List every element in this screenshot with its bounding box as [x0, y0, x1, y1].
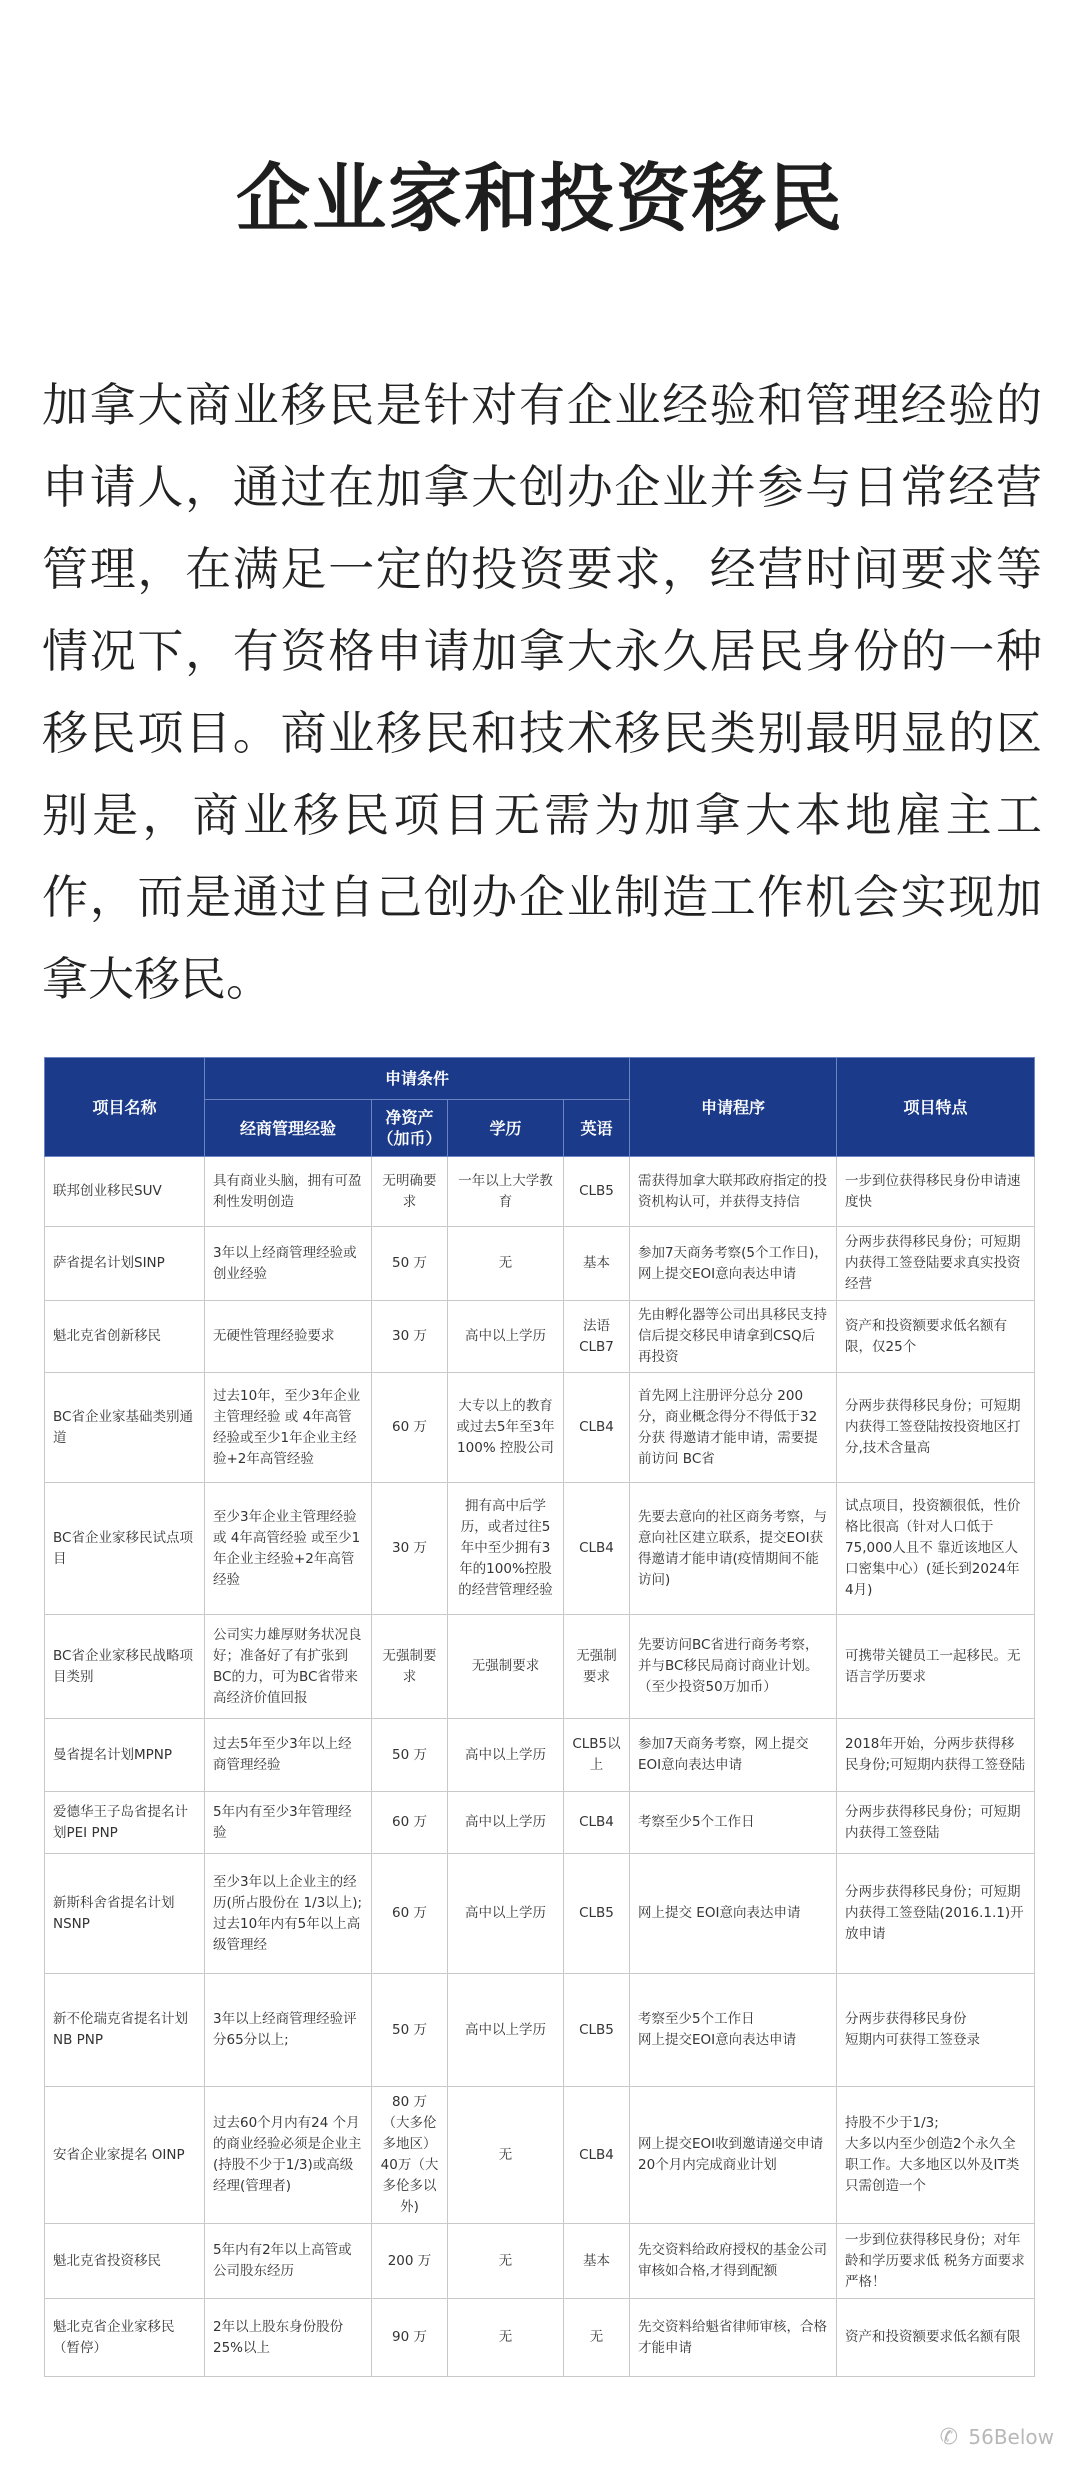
cell-education: 高中以上学历	[448, 1974, 564, 2087]
cell-experience: 5年内有2年以上高管或公司股东经历	[205, 2224, 372, 2299]
cell-english: 无	[564, 2299, 630, 2377]
cell-name: 魁北克省投资移民	[45, 2224, 205, 2299]
cell-education: 无	[448, 2224, 564, 2299]
table-row	[45, 1792, 1035, 1854]
cell-procedure: 网上提交 EOI意向表达申请	[630, 1854, 837, 1974]
cell-procedure: 先交资料给魁省律师审核，合格才能申请	[630, 2299, 837, 2377]
table-body	[45, 1157, 1035, 2377]
table-row	[45, 1719, 1035, 1792]
cell-assets: 无强制要求	[372, 1615, 448, 1719]
cell-experience: 3年以上经商管理经验或创业经验	[205, 1227, 372, 1301]
cell-procedure: 考察至少5个工作日	[630, 1792, 837, 1854]
cell-experience: 过去5年至少3年以上经商管理经验	[205, 1719, 372, 1792]
cell-features: 一步到位获得移民身份；对年龄和学历要求低 税务方面要求严格！	[837, 2224, 1035, 2299]
cell-procedure: 参加7天商务考察(5个工作日)，网上提交EOI意向表达申请	[630, 1227, 837, 1301]
cell-assets: 50 万	[372, 1719, 448, 1792]
cell-name: BC省企业家移民试点项目	[45, 1483, 205, 1615]
table-row	[45, 1157, 1035, 1227]
cell-english: 基本	[564, 1227, 630, 1301]
cell-features: 分两步获得移民身份；可短期内获得工签登陆	[837, 1792, 1035, 1854]
table-row	[45, 2299, 1035, 2377]
cell-experience: 具有商业头脑，拥有可盈利性发明创造	[205, 1157, 372, 1227]
cell-features: 一步到位获得移民身份申请速度快	[837, 1157, 1035, 1227]
cell-assets: 无明确要求	[372, 1157, 448, 1227]
header-project-name: 项目名称	[45, 1058, 205, 1157]
header-education: 学历	[448, 1100, 564, 1157]
cell-experience: 5年内有至少3年管理经验	[205, 1792, 372, 1854]
cell-english: CLB4	[564, 1792, 630, 1854]
table-row	[45, 1227, 1035, 1301]
cell-english: 基本	[564, 2224, 630, 2299]
header-conditions: 申请条件	[205, 1058, 630, 1100]
cell-name: 萨省提名计划SINP	[45, 1227, 205, 1301]
cell-assets: 60 万	[372, 1373, 448, 1483]
cell-features: 持股不少于1/3; 大多以内至少创造2个永久全职工作。大多地区以外及IT类只需创造一个	[837, 2087, 1035, 2224]
cell-features: 分两步获得移民身份 短期内可获得工签登录	[837, 1974, 1035, 2087]
cell-education: 高中以上学历	[448, 1792, 564, 1854]
cell-assets: 80 万（大多伦多地区）40万（大多伦多以外)	[372, 2087, 448, 2224]
cell-education: 无	[448, 2299, 564, 2377]
header-procedure: 申请程序	[630, 1058, 837, 1157]
cell-experience: 过去10年，至少3年企业主管理经验 或 4年高管经验或至少1年企业主经验+2年高管经验	[205, 1373, 372, 1483]
cell-procedure: 先由孵化器等公司出具移民支持信后提交移民申请拿到CSQ后再投资	[630, 1301, 837, 1373]
cell-features: 可携带关键员工一起移民。无语言学历要求	[837, 1615, 1035, 1719]
cell-procedure: 首先网上注册评分总分 200分，商业概念得分不得低于32分获 得邀请才能申请，需要提前访问 BC省	[630, 1373, 837, 1483]
cell-name: 魁北克省创新移民	[45, 1301, 205, 1373]
wechat-icon: ✆	[939, 2425, 959, 2450]
cell-education: 高中以上学历	[448, 1854, 564, 1974]
cell-features: 分两步获得移民身份；可短期内获得工签登陆要求真实投资经营	[837, 1227, 1035, 1301]
header-experience: 经商管理经验	[205, 1100, 372, 1157]
cell-experience: 过去60个月内有24 个月的商业经验必须是企业主(持股不少于1/3)或高级经理(管理者)	[205, 2087, 372, 2224]
table-row	[45, 1373, 1035, 1483]
intro-paragraph: 加拿大商业移民是针对有企业经验和管理经验的申请人，通过在加拿大创办企业并参与日常经营管理，在满足一定的投资要求，经营时间要求等情况下，有资格申请加拿大永久居民身份的一种移民项目。商业移民和技术移民类别最明显的区别是，商业移民项目无需为加拿大本地雇主工作，而是通过自己创办企业制造工作机会实现加拿大移民。	[42, 378, 1042, 1006]
cell-features: 分两步获得移民身份；可短期内获得工签登陆(2016.1.1)开放申请	[837, 1854, 1035, 1974]
cell-name: BC省企业家移民战略项目类别	[45, 1615, 205, 1719]
cell-features: 试点项目，投资额很低，性价格比很高（针对人口低于75,000人且不 靠近该地区人口密集中心）(延长到2024年4月)	[837, 1483, 1035, 1615]
cell-assets: 60 万	[372, 1792, 448, 1854]
cell-features: 2018年开始，分两步获得移民身份;可短期内获得工签登陆	[837, 1719, 1035, 1792]
cell-procedure: 考察至少5个工作日 网上提交EOI意向表达申请	[630, 1974, 837, 2087]
cell-procedure: 参加7天商务考察，网上提交EOI意向表达申请	[630, 1719, 837, 1792]
table-row	[45, 1854, 1035, 1974]
cell-english: CLB4	[564, 1373, 630, 1483]
cell-experience: 2年以上股东身份股份25%以上	[205, 2299, 372, 2377]
cell-name: 魁北克省企业家移民（暂停）	[45, 2299, 205, 2377]
cell-assets: 30 万	[372, 1301, 448, 1373]
cell-procedure: 先要访问BC省进行商务考察，并与BC移民局商讨商业计划。（至少投资50万加币）	[630, 1615, 837, 1719]
watermark-text: 56Below	[968, 2425, 1054, 2449]
cell-name: 安省企业家提名 OINP	[45, 2087, 205, 2224]
cell-experience: 3年以上经商管理经验评分65分以上;	[205, 1974, 372, 2087]
cell-english: CLB5以上	[564, 1719, 630, 1792]
cell-assets: 50 万	[372, 1227, 448, 1301]
cell-education: 高中以上学历	[448, 1301, 564, 1373]
cell-procedure: 先要去意向的社区商务考察，与意向社区建立联系，提交EOI获得邀请才能申请(疫情期间不能访问)	[630, 1483, 837, 1615]
cell-name: 曼省提名计划MPNP	[45, 1719, 205, 1792]
table-row	[45, 1615, 1035, 1719]
cell-name: BC省企业家基础类别通道	[45, 1373, 205, 1483]
cell-english: 无强制要求	[564, 1615, 630, 1719]
cell-education: 一年以上大学教育	[448, 1157, 564, 1227]
cell-name: 联邦创业移民SUV	[45, 1157, 205, 1227]
cell-education: 高中以上学历	[448, 1719, 564, 1792]
cell-english: CLB4	[564, 1483, 630, 1615]
header-english: 英语	[564, 1100, 630, 1157]
header-net-assets: 净资产（加币）	[372, 1100, 448, 1157]
cell-features: 分两步获得移民身份；可短期内获得工签登陆按投资地区打分,技术含量高	[837, 1373, 1035, 1483]
cell-features: 资产和投资额要求低名额有限，仅25个	[837, 1301, 1035, 1373]
watermark	[940, 2425, 1054, 2450]
header-features: 项目特点	[837, 1058, 1035, 1157]
cell-english: CLB5	[564, 1854, 630, 1974]
cell-education: 拥有高中后学历，或者过往5年中至少拥有3年的100%控股的经营管理经验	[448, 1483, 564, 1615]
immigration-table-wrap	[44, 1057, 1034, 2377]
cell-assets: 90 万	[372, 2299, 448, 2377]
cell-procedure: 网上提交EOI收到邀请递交申请20个月内完成商业计划	[630, 2087, 837, 2224]
cell-english: CLB5	[564, 1157, 630, 1227]
cell-experience: 无硬性管理经验要求	[205, 1301, 372, 1373]
cell-english: CLB5	[564, 1974, 630, 2087]
cell-english: CLB4	[564, 2087, 630, 2224]
cell-name: 爱德华王子岛省提名计划PEI PNP	[45, 1792, 205, 1854]
table-row	[45, 1974, 1035, 2087]
table-row	[45, 1483, 1035, 1615]
cell-education: 无	[448, 1227, 564, 1301]
cell-education: 无强制要求	[448, 1615, 564, 1719]
cell-experience: 至少3年以上企业主的经历(所占股份在 1/3以上); 过去10年内有5年以上高级管理经	[205, 1854, 372, 1974]
cell-assets: 200 万	[372, 2224, 448, 2299]
cell-english: 法语CLB7	[564, 1301, 630, 1373]
cell-education: 无	[448, 2087, 564, 2224]
cell-assets: 30 万	[372, 1483, 448, 1615]
immigration-programs-table	[44, 1057, 1035, 2377]
page-title: 企业家和投资移民	[236, 155, 844, 242]
cell-features: 资产和投资额要求低名额有限	[837, 2299, 1035, 2377]
cell-name: 新不伦瑞克省提名计划NB PNP	[45, 1974, 205, 2087]
table-row	[45, 2087, 1035, 2224]
cell-assets: 50 万	[372, 1974, 448, 2087]
table-row	[45, 1301, 1035, 1373]
cell-procedure: 先交资料给政府授权的基金公司审核如合格,才得到配额	[630, 2224, 837, 2299]
cell-name: 新斯科舍省提名计划NSNP	[45, 1854, 205, 1974]
cell-experience: 公司实力雄厚财务状况良好；准备好了有扩张到BC的力，可为BC省带来高经济价值回报	[205, 1615, 372, 1719]
cell-experience: 至少3年企业主管理经验 或 4年高管经验 或至少1年企业主经验+2年高管经验	[205, 1483, 372, 1615]
cell-assets: 60 万	[372, 1854, 448, 1974]
cell-education: 大专以上的教育或过去5年至3年100% 控股公司	[448, 1373, 564, 1483]
cell-procedure: 需获得加拿大联邦政府指定的投资机构认可，并获得支持信	[630, 1157, 837, 1227]
table-row	[45, 2224, 1035, 2299]
